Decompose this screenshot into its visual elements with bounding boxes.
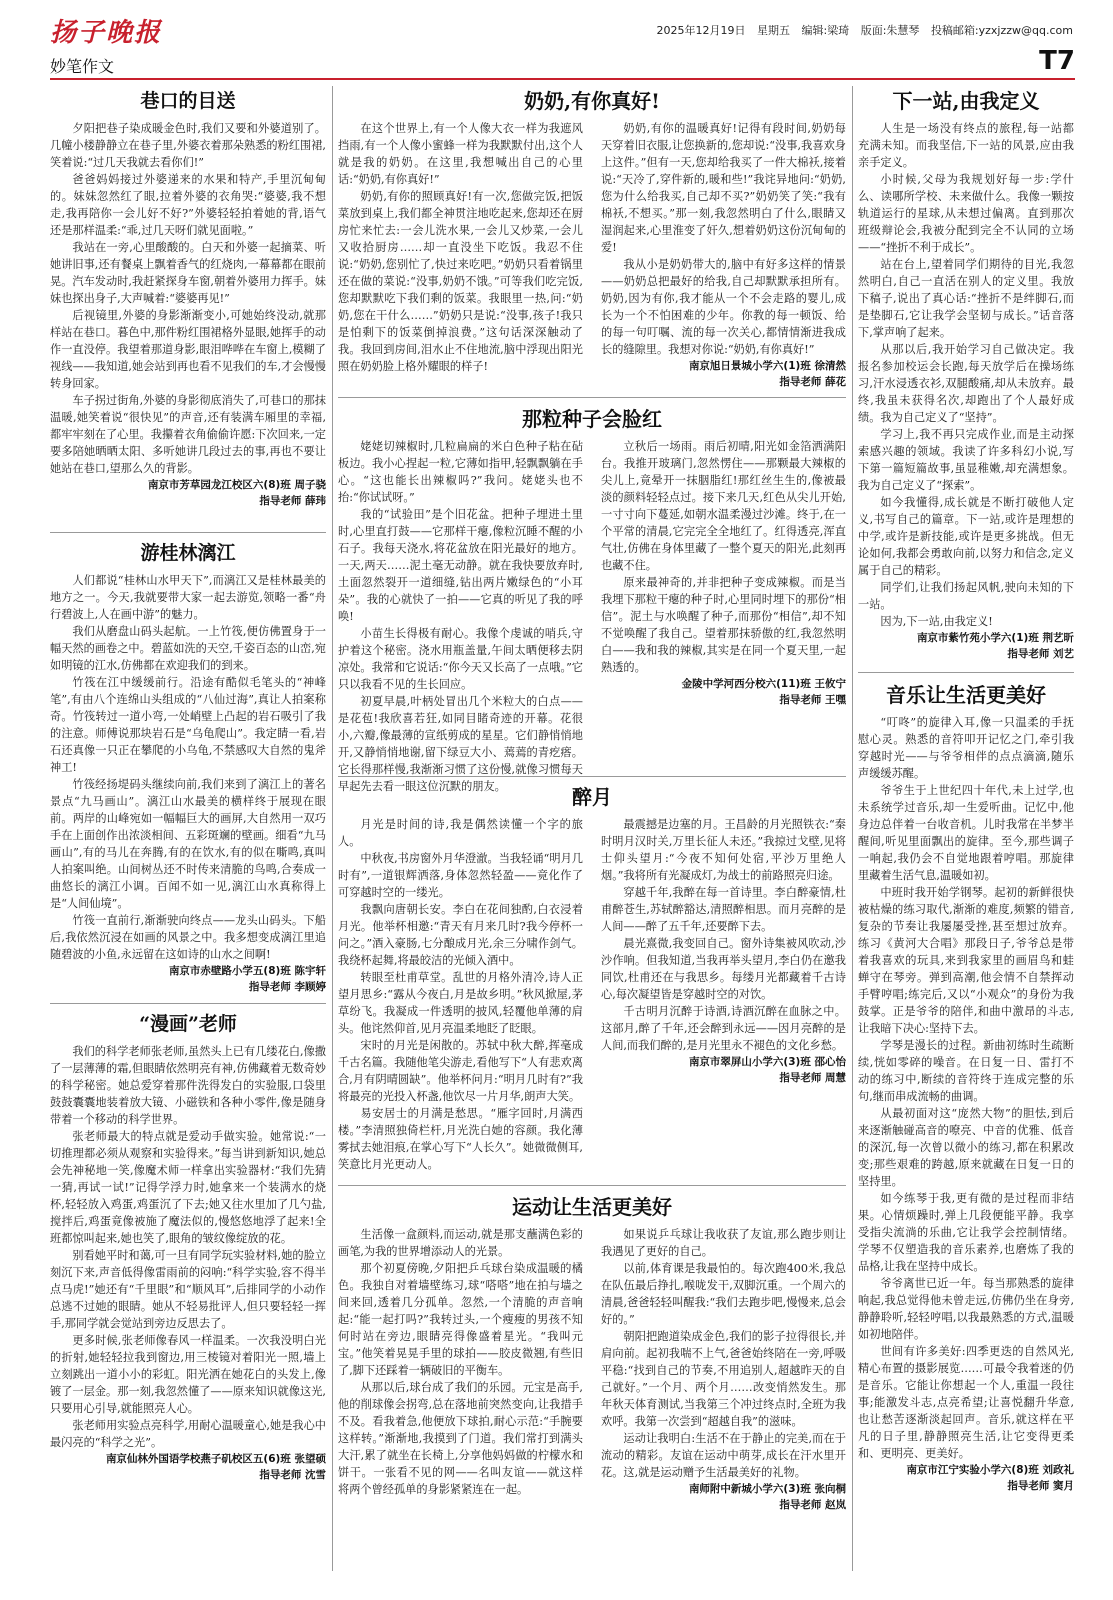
paragraph: 如今我懂得,成长就是不断打破他人定义,书写自己的篇章。下一站,或许是理想的中学,或许是新技能,或许是更多挑战。但无论如何,我都会勇敢向前,以努力和信念,定义属于自己的精彩。 (858, 496, 1074, 577)
paragraph: 人生是一场没有终点的旅程,每一站都充满未知。而我坚信,下一站的风景,应由我亲手定义。 (858, 122, 1074, 169)
paragraph: 我们从磨盘山码头起航。一上竹筏,便仿佛置身于一幅天然的画卷之中。碧蓝如洗的天空,千姿百态的山峦,宛如明镜的江水,仿佛都在欢迎我们的到来。 (50, 625, 326, 672)
paragraph: 以前,体育课是我最怕的。每次跑400米,我总在队伍最后挣扎,喉咙发干,双脚沉重。一个周六的清晨,爸爸轻轻叫醒我:“我们去跑步吧,慢慢来,总会好的。” (601, 1262, 846, 1326)
paragraph: 竹筏在江中缓缓前行。沿途有酷似毛笔头的“神峰笔”,有由八个连绵山头组成的“八仙过海”,真让人拍案称奇。竹筏转过一道小弯,一处峭壁上凸起的岩石吸引了我的注意。师傅说那块岩石是“乌龟爬山”。我定睛一看,岩石还真像一只正在攀爬的小乌龟,不禁感叹大自然的鬼斧神工! (50, 676, 326, 774)
paragraph: “叮咚”的旋律入耳,像一只温柔的手抚慰心灵。熟悉的音符叩开记忆之门,牵引我穿越时光——与爷爷相伴的点点滴滴,随乐声缓缓苏醒。 (858, 716, 1074, 780)
paragraph: 初夏早晨,叶柄处冒出几个米粒大的白点——是花苞!我欣喜若狂,如同目睹奇迹的开幕。花很小,六瓣,像最薄的宣纸剪成的星星。它们静悄悄地开,又静悄悄地谢,留下绿豆大小、蔫蔫的青疙瘩。它长得那样慢,我渐渐习惯了这份慢,就像习惯每天早起先去看一眼这位沉默的朋友。 (338, 695, 583, 793)
article-yinyue (858, 678, 1074, 1573)
paragraph: 爸爸妈妈接过外婆递来的水果和特产,手里沉甸甸的。妹妹忽然红了眼,拉着外婆的衣角哭:“婆婆,我不想走,我再陪你一会儿好不好?”外婆轻轻拍着她的背,语气还是那样温柔:“乖,过几天呀们就见面啦。” (50, 173, 326, 237)
section-divider (338, 397, 846, 398)
article-title: 游桂林漓江 (140, 542, 236, 564)
paragraph: 朝阳把跑道染成金色,我们的影子拉得很长,并肩向前。起初我喘不上气,爸爸始终陪在一旁,呼吸平稳:“找到自己的节奏,不用追别人,超越昨天的自己就好。”一个月、两个月……改变悄然发生。那年秋天体育测试,当我第三个冲过终点时,全班为我欢呼。我第一次尝到“超越自我”的滋味。 (601, 1330, 846, 1428)
article-manhua (50, 1007, 326, 1573)
page-number: T7 (1039, 46, 1075, 76)
article-title: “漫画”老师 (139, 1013, 237, 1035)
paragraph: 人们都说“桂林山水甲天下”,而漓江又是桂林最美的地方之一。今天,我就要带大家一起去游览,领略一番“舟行碧波上,人在画中游”的魅力。 (50, 574, 326, 621)
issue-date: 2025年12月19日 (656, 24, 746, 37)
paragraph: 学习上,我不再只完成作业,而是主动探索感兴趣的领域。我读了许多科幻小说,写下第一篇短篇故事,虽显稚嫩,却充满想象。我为自己定义了“探索”。 (858, 428, 1074, 492)
article-title: 巷口的目送 (140, 90, 236, 112)
paragraph: 我的“试验田”是个旧花盆。把种子埋进土里时,心里直打鼓——它那样干瘪,像粒沉睡不醒的小石子。我每天浇水,将花盆放在阳光最好的地方。一天,两天……泥土毫无动静。就在我快要放弃时,土面忽然裂开一道细缝,钻出两片嫩绿色的“小耳朵”。我的心就快了一拍——它真的听见了我的呼唤! (338, 508, 583, 623)
author-teacher: 指导老师 薛玮 (259, 495, 326, 507)
paragraph: 奶奶,有你的温暖真好!记得有段时间,奶奶每天穿着旧衣服,让您换新的,您却说:“没事,我喜欢身上这件。”但有一天,您却给我买了一件大棉袄,接着说:“天冷了,穿件新的,暖和些!”我诧异地问:“奶奶,您为什么给我买,自己却不买?”奶奶笑了笑:“我有棉袄,不想买。”那一刻,我忽然明白了什么,眼睛又湿润起来,心里淮变了奸久,想着奶奶这份沉甸甸的爱! (601, 122, 846, 254)
author-teacher: 指导老师 沈雪 (259, 1469, 326, 1481)
paragraph: 姥姥切辣椒时,几粒扁扁的米白色种子粘在砧板边。我小心捏起一粒,它薄如指甲,轻飘飘躺在手心。“这也能长出辣椒吗?”我问。姥姥头也不抬:“你试试呀。” (338, 440, 583, 504)
paragraph: 转眼至杜甫草堂。乱世的月格外清冷,诗人正望月思乡:“露从今夜白,月是故乡明。”秋风掀屋,茅草纷飞。我凝成一件透明的披风,轻覆他单薄的肩头。他诧然仰首,见月亮温柔地眨了眨眼。 (338, 971, 583, 1035)
author-school: 南京仙林外国语学校燕子矶校区五(6)班 张望硕 (105, 1453, 326, 1465)
issue-weekday: 星期五 (757, 24, 790, 37)
author-school: 南京市紫竹苑小学六(1)班 荆艺昕 (916, 632, 1074, 644)
paragraph: 因为,下一站,由我定义! (880, 615, 993, 628)
editor: 编辑:梁琦 (801, 24, 850, 37)
paragraph: 我从小是奶奶带大的,脑中有好多这样的情景——奶奶总把最好的给我,自己却默默承担所有。奶奶,因为有你,我才能从一个不会走路的婴儿,成长为一个不怕困难的少年。你教的每一顿饭、给的每一句叮嘱、流的每一次关心,都情情渐进我成长的缝隙里。我想对你说:“奶奶,有你真好!” (601, 258, 846, 356)
author-school: 南京旭日景城小学六(1)班 徐清然 (688, 360, 846, 372)
article-title: 醉月 (572, 785, 612, 809)
column-divider (852, 86, 853, 1571)
article-xiangkou (50, 84, 326, 530)
article-title: 音乐让生活更美好 (886, 683, 1046, 707)
paragraph: 奶奶,有你的照顾真好!有一次,您做完饭,把饭菜放到桌上,我们都全神贯注地吃起来,您却还在厨房忙来忙去:一会儿洗水果,一会儿又炒菜,一会儿又收拾厨房……却一直没坐下吃饭。我忍不住说:“奶奶,您别忙了,快过来吃吧。”奶奶只看着锅里还在做的菜说:“没事,奶奶不饿。”可等我们吃完饭,您却默默吃下我们剩的饭菜。我眼里一热,问:“奶奶,您在干什么……”奶奶只是说:“没事,孩子!我只是怕剩下的饭菜倒掉浪费。”这句话深深触动了我。我回到房间,泪水止不住地流,脑中浮现出阳光照在奶奶脸上格外耀眼的样子! (338, 190, 583, 373)
paragraph: 夕阳把巷子染成暖金色时,我们又要和外婆道别了。几幢小楼静静立在巷子里,外婆衣着那朵熟悉的粉红围裙,笑着说:“过几天我就去看你们!” (50, 122, 326, 169)
author-teacher: 指导老师 刘艺 (1007, 648, 1074, 660)
author-school: 南京市赤壁路小学五(8)班 陈宇轩 (168, 965, 326, 977)
paragraph: 那个初夏傍晚,夕阳把乒乓球台染成温暖的橘色。我独自对着墙壁练习,球“嗒嗒”地在拍与墙之间来回,透着几分孤单。忽然,一个清脆的声音响起:“能一起打吗?”我转过头,一个瘦瘦的男孩不知何时站在旁边,眼睛亮得像盛着星光。“我叫元宝。”他笑着晃晃手里的球拍——胶皮微翘,有些旧了,脚下还踩着一辆破旧的平衡车。 (338, 1262, 583, 1377)
article-zhongzi (338, 402, 846, 793)
paragraph: 我们的科学老师张老师,虽然头上已有几缕花白,像撒了一层薄薄的霜,但眼睛依然明亮有神,仿佛藏着无数奇妙的科学秘密。她总爱穿着那件洗得发白的实验服,口袋里鼓鼓囊囊地装着放大镜、小磁铁和各种小零件,像是随身带着一个移动的科学世界。 (50, 1045, 326, 1126)
paragraph: 更多时候,张老师像春风一样温柔。一次我没明白光的折射,她轻轻拉我到窗边,用三棱镜对着阳光一照,墙上立刻跳出一道小小的彩虹。阳光洒在她花白的头发上,像镀了一层金。那一刻,我忽然懂了——原来知识就像这光,只要用心引导,就能照亮人心。 (50, 1334, 326, 1415)
section-name: 妙笔作文 (50, 57, 115, 76)
paragraph: 竹筏一直前行,渐渐驶向终点——龙头山码头。下船后,我依然沉浸在如画的风景之中。我多想变成漓江里追随碧波的小鱼,永远留在这如诗的山水之间啊! (50, 914, 326, 961)
paragraph: 爷爷生于上世纪四十年代,未上过学,也未系统学过音乐,却一生爱听曲。记忆中,他身边总伴着一台收音机。儿时我常在半梦半醒间,听见里面飘出的旋律。至今,那些调子一响起,我仍会不自觉地跟着哼唱。那旋律里藏着生活气息,温暖如初。 (858, 784, 1074, 882)
submission-email[interactable]: 投稿邮箱:yzxjzzw@qq.com (930, 24, 1073, 37)
paragraph: 易安居士的月满是愁思。“雁字回时,月满西楼。”李清照独倚栏杆,月光洗白她的容颜。我化薄雾拭去她泪痕,在掌心写下“人长久”。她微微侧耳,笑意比月光更动人。 (338, 1107, 583, 1171)
author-teacher: 指导老师 周慧 (779, 1072, 846, 1084)
section-divider (50, 1003, 326, 1004)
author-teacher: 指导老师 赵岚 (779, 1499, 846, 1511)
paragraph: 学琴是漫长的过程。新曲初练时生疏断续,恍如零碎的噪音。在日复一日、雷打不动的练习中,断续的音符终于连成完整的乐句,继而串成流畅的曲调。 (858, 1039, 1074, 1103)
author-teacher: 指导老师 李顾婷 (248, 981, 326, 993)
article-title: 那粒种子会脸红 (522, 407, 662, 431)
paragraph: 站在台上,望着同学们期待的目光,我忽然明白,自己一直活在别人的定义里。我放下稿子,说出了真心话:“挫折不是绊脚石,而是垫脚石,它让我学会坚韧与成长。”话音落下,掌声响了起来。 (858, 258, 1074, 339)
paragraph: 同学们,让我们扬起风帆,驶向未知的下一站。 (858, 581, 1074, 611)
author-school: 南京市翠屏山小学六(3)班 邵心怡 (688, 1056, 846, 1068)
paragraph: 穿越千年,我醉在每一首诗里。李白醉豪情,杜甫醉苍生,苏轼醉豁达,清照醉相思。而月亮醉的是人间——醉了五千年,还要醉下去。 (601, 886, 846, 933)
author-school: 金陵中学河西分校六(11)班 王攸宁 (681, 678, 846, 690)
article-nainai (338, 84, 846, 394)
paragraph: 车子拐过街角,外婆的身影彻底消失了,可巷口的那抹温暖,她笑着说“很快见”的声音,还有装满车厢里的幸福,都牢牢刻在了心里。我攥着衣角偷偷许愿:下次回来,一定要多陪她晒晒太阳、多听她讲几段过去的事,再也不要让她站在巷口,望那么久的背影。 (50, 394, 326, 475)
paragraph: 晨光熹微,我变回自己。窗外诗集被风吹动,沙沙作响。但我知道,当我再举头望月,李白仍在邀我同饮,杜甫还在与我思乡。每缕月光都藏着千古诗心,每次凝望皆是穿越时空的对饮。 (601, 937, 846, 1001)
article-title: 奶奶,有你真好! (524, 89, 660, 113)
section-divider (338, 1185, 846, 1186)
paragraph: 从那以后,我开始学习自己做决定。我报名参加校运会长跑,每天放学后在操场练习,汗水浸透衣衫,双腿酸痛,却从未放弃。最终,我虽未获得名次,却跑出了个人最好成绩。我为自己定义了“坚持”。 (858, 343, 1074, 424)
article-xiayizhan (858, 84, 1074, 670)
paragraph: 后视镜里,外婆的身影渐渐变小,可她始终没动,就那样站在巷口。暮色中,那件粉红围裙格外显眼,她挥手的动作一直没停。我望着那道身影,眼泪哗哗在车窗上,模糊了视线——我知道,她会站到再也看不见我们的车,才会慢慢转身回家。 (50, 309, 326, 390)
paragraph: 小时候,父母为我规划好每一步:学什么、读哪所学校、未来做什么。我像一颗按轨道运行的星球,从未想过偏离。直到那次班级辩论会,我被分配到完全不认同的立场——“挫折不利于成长”。 (858, 173, 1074, 254)
section-divider (50, 532, 326, 533)
masthead-info (649, 22, 1074, 38)
article-zuiyue (338, 780, 846, 1183)
paragraph: 别看她平时和蔼,可一旦有同学玩实验材料,她的脸立刻沉下来,声音低得像雷雨前的闷响:“科学实验,容不得半点马虎!”她还有“千里眼”和“顺风耳”,后排同学的小动作总逃不过她的眼睛。她从不轻易批评人,但只要轻轻一挥手,那同学就会觉站到旁边反思去了。 (50, 1249, 326, 1330)
paragraph: 爷爷离世已近一年。每当那熟悉的旋律响起,我总觉得他未曾走远,仿佛仍坐在身旁,静静聆听,轻轻哼唱,以我最熟悉的方式,温暖如初地陪伴。 (858, 1277, 1074, 1341)
paragraph: 张老师最大的特点就是爱动手做实验。她常说:“一切推理都必须从观察和实验得来。”每当讲到新知识,她总会先神秘地一笑,像魔术师一样拿出实验器材:“我们先猜一猜,再试一试!”记得学浮力时,她拿来一个装满水的烧杯,轻轻放入鸡蛋,鸡蛋沉了下去;她又往水里加了几勺盐,搅拌后,鸡蛋竟像被施了魔法似的,慢悠悠地浮了起来!全班都惊叫起来,她也笑了,眼角的皱纹像绽放的花。 (50, 1130, 326, 1245)
paragraph: 月光是时间的诗,我是偶然读懂一个字的旅人。 (338, 818, 583, 848)
paragraph: 如果说乒乓球让我收获了友谊,那么跑步则让我遇见了更好的自己。 (601, 1228, 846, 1258)
author-school: 南师附中新城小学六(3)班 张向桐 (688, 1483, 846, 1495)
paragraph: 原来最神奇的,并非把种子变成辣椒。而是当我埋下那粒干瘪的种子时,心里同时埋下的那份“相信”。泥土与水唤醒了种子,而那份“相信”,却不知不觉唤醒了我自己。望着那抹骄傲的红,我忽然明白——我和我的辣椒,其实是在同一个夏天里,一起熟透的。 (601, 576, 846, 674)
column-divider (332, 86, 333, 1571)
author-school: 南京市江宁实验小学六(8)班 刘政礼 (906, 1464, 1074, 1476)
paragraph: 小苗生长得极有耐心。我像个虔诚的哨兵,守护着这个秘密。浇水用瓶盖量,午间太晒便移去阴凉处。我常和它说话:“你今天又长高了一点哦。”它只以我看不见的生长回应。 (338, 627, 583, 691)
paragraph: 世间有许多美好:四季更迭的自然风光,精心布置的摄影展览……可最令我着迷的仍是音乐。它能让你想起一个人,重温一段往事;能激发斗志,点亮希望;让喜悦翻升华意,也让愁苦逐渐淡起回声。音乐,就这样在平凡的日子里,静静照亮生活,让它变得更柔和、更明亮、更美好。 (858, 1345, 1074, 1460)
paragraph: 竹筏经扬堤码头继续向前,我们来到了漓江上的著名景点“九马画山”。漓江山水最美的横样终于展现在眼前。两岸的山峰宛如一幅幅巨大的画屏,大自然用一双巧手在上面创作出浓淡相间、五彩斑斓的壁画。细看“九马画山”,有的马儿在奔腾,有的在饮水,有的似在嘶鸣,真叫人拍案叫绝。山间树丛还不时传来清脆的鸟鸣,合奏成一曲悠长的漓江小调。百闻不如一见,漓江山水真称得上是“人间仙境”。 (50, 778, 326, 910)
paragraph: 从那以后,球台成了我们的乐园。元宝是高手,他的削球像会拐弯,总在落地前突然变向,让我措手不及。看我着急,他便放下球拍,耐心示范:“手腕要这样转。”渐渐地,我摸到了门道。我们常打到满头大汗,累了就坐在长椅上,分享他妈妈做的柠檬水和饼干。一张看不见的网——名叫友谊——就这样将两个曾经孤单的身影紧紧连在一起。 (338, 1381, 583, 1496)
paragraph: 运动让我明白:生活不在于静止的完美,而在于流动的精彩。友谊在运动中萌芽,成长在汗水里开花。这,就是运动赠予生活最美好的礼物。 (601, 1432, 846, 1479)
paragraph: 中秋夜,书房窗外月华澄澈。当我轻诵“明月几时有”,一道银辉洒落,身体忽然轻盈——竟化作了可穿越时空的一缕光。 (338, 852, 583, 899)
paragraph: 我站在一旁,心里酸酸的。白天和外婆一起摘菜、听她讲旧事,还有餐桌上飘着香气的红烧肉,一幕幕都在眼前晃。汽车发动时,我赶紧探身车窗,朝着外婆用力挥手。妹妹也探出身子,大声喊着:“婆婆再见!” (50, 241, 326, 305)
article-title: 运动让生活更美好 (512, 1195, 672, 1219)
paragraph: 宋时的月光是闲散的。苏轼中秋大醉,挥毫成千古名篇。我随他笔尖游走,看他写下“人有悲欢离合,月有阴晴圆缺”。他举杯问月:“明月几时有?”我将最亮的光投入杯盏,他饮尽一片月华,朗声大笑。 (338, 1039, 583, 1103)
article-yundong (338, 1190, 846, 1573)
paragraph: 在这个世界上,有一个人像大衣一样为我遮风挡雨,有一个人像小蜜蜂一样为我默默付出,这个人就是我的奶奶。在这里,我想喊出自己的心里话:“奶奶,有你真好!” (338, 122, 583, 186)
paragraph: 立秋后一场雨。雨后初晴,阳光如金箔洒满阳台。我推开玻璃门,忽然愣住——那颗最大辣椒的尖儿上,竟晕开一抹胭脂红!那红丝生生的,像被最淡的颜料轻轻点过。接下来几天,红色从尖儿开始,一寸寸向下蔓延,如朝水温柔漫过沙滩。终于,在一个平常的清晨,它完完全全地红了。红得透亮,浑直气壮,仿佛在身体里藏了一整个夏天的阳光,此刻再也藏不住。 (601, 440, 846, 572)
article-guilin (50, 536, 326, 1001)
header-rule (50, 78, 1075, 80)
section-divider (858, 672, 1074, 673)
paragraph: 张老师用实验点亮科学,用耐心温暖童心,她是我心中最闪亮的“科学之光”。 (50, 1419, 326, 1449)
paragraph: 最震撼是边塞的月。王昌龄的月光照铁衣:“秦时明月汉时关,万里长征人未还。”我掠过戈壁,见将士仰头望月:“今夜不知何处宿,平沙万里绝人烟。”我将所有光凝成灯,为战士的前路照亮归途。 (601, 818, 846, 882)
paragraph: 如今练琴于我,更有微的是过程而非结果。心情烦躁时,弹上几段便能平静。我享受指尖流淌的乐曲,它让我学会控制情绪。学琴不仅塑造我的音乐素养,也磨炼了我的品格,让我在坚持中成长。 (858, 1192, 1074, 1273)
author-teacher: 指导老师 窦月 (1007, 1480, 1074, 1492)
paragraph: 中班时我开始学钢琴。起初的新鲜很快被枯燥的练习取代,渐渐的难度,频繁的错音,复杂的节奏让我屡屡受挫,甚至想过放弃。练习《黄河大合唱》那段日子,爷爷总是带着我喜欢的玩具,来到我家里的画眉鸟和蛙蝉守在琴旁。弹到高潮,他会情不自禁挥动手臂哼唱;练完后,又以“小观众”的身份为我鼓掌。正是爷爷的陪伴,和曲中激昂的斗志,让我暗下决心:坚持下去。 (858, 886, 1074, 1035)
author-teacher: 指导老师 王嘿 (779, 694, 846, 706)
paragraph: 千古明月沉醉于诗酒,诗酒沉醉在血脉之中。这部月,醉了千年,还会醉到永远——因月亮醉的是人间,而我们醉的,是月光里永不褪色的文化乡愁。 (601, 1005, 846, 1052)
paragraph: 从最初面对这“庞然大物”的胆怯,到后来逐渐触碰高音的嘹亮、中音的优雅、低音的深沉,每一次曾以微小的练习,都在积累改变;那些艰难的跨越,原来就藏在日复一日的坚持里。 (858, 1107, 1074, 1188)
newspaper-logo: 扬子晚报 (50, 18, 163, 48)
article-title: 下一站,由我定义 (892, 89, 1040, 113)
paragraph: 生活像一盒颜料,而运动,就是那支蘸满色彩的画笔,为我的世界增添动人的光景。 (338, 1228, 583, 1258)
paragraph: 我飘向唐朝长安。李白在花间独酌,白衣浸着月光。他举杯相邀:“青天有月来几时?我今停杯一问之。”酒入豪肠,七分酿成月光,余三分啸作剑气。我绕杯起舞,将最皎洁的光倾入酒中。 (338, 903, 583, 967)
author-school: 南京市芳草园龙江校区六(8)班 周子骁 (147, 479, 326, 491)
author-teacher: 指导老师 薛花 (779, 376, 846, 388)
layout-editor: 版面:朱慧琴 (860, 24, 920, 37)
